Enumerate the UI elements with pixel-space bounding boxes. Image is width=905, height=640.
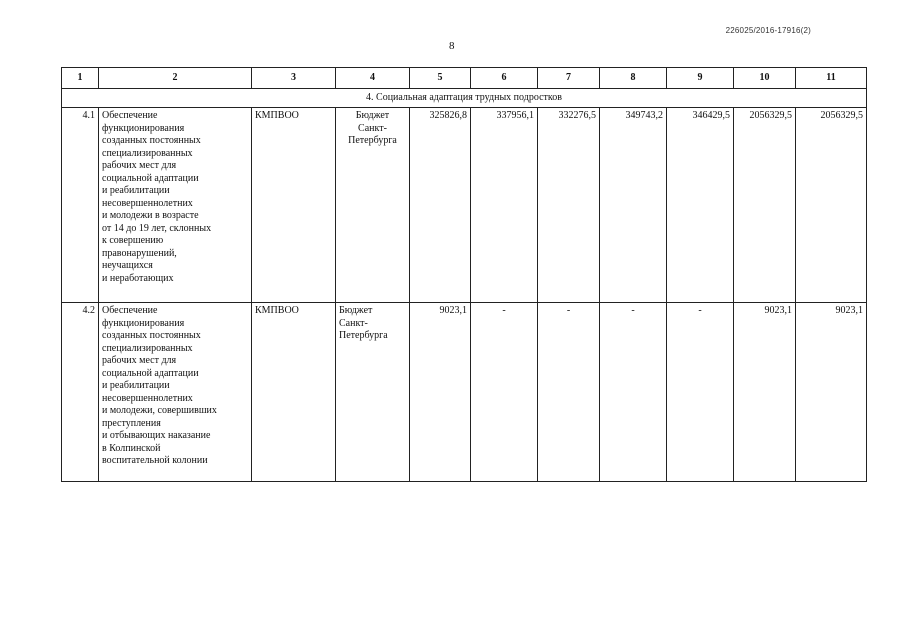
description-line: рабочих мест для	[102, 160, 177, 171]
description-line: и молодежи, совершивших	[102, 405, 217, 416]
value-cell: 9023,1	[410, 303, 471, 482]
column-header: 9	[667, 68, 734, 89]
description-line: Обеспечение	[102, 305, 158, 316]
column-header: 5	[410, 68, 471, 89]
executor-cell: КМПВОО	[252, 108, 336, 303]
column-header: 8	[600, 68, 667, 89]
description-line: к совершению	[102, 235, 164, 246]
section-title: 4. Социальная адаптация трудных подростков	[62, 89, 867, 108]
description-line: и неработающих	[102, 272, 174, 284]
description-line: Обеспечение	[102, 110, 158, 121]
description-line: правонарушений,	[102, 247, 177, 259]
description-line: неучащихся	[102, 260, 153, 271]
description-line: рабочих мест для	[102, 355, 177, 366]
value-cell: 332276,5	[538, 108, 600, 303]
description-line: несовершеннолетних	[102, 197, 193, 209]
row-description	[99, 303, 252, 482]
funding-source-line: Бюджет	[355, 110, 390, 121]
value-cell: 325826,8	[410, 108, 471, 303]
value-cell: 2056329,5	[734, 108, 796, 303]
row-number: 4.1	[62, 108, 99, 303]
column-header: 1	[62, 68, 99, 89]
funding-source-cell	[336, 108, 410, 303]
document-number: 226025/2016-17916(2)	[725, 26, 811, 35]
funding-source-line: Петербурга	[348, 135, 397, 146]
budget-table	[61, 67, 867, 482]
funding-source-line: Бюджет	[339, 305, 373, 316]
funding-source-line: Петербурга	[339, 330, 388, 341]
table-row	[62, 108, 867, 303]
description-line: воспитательной колонии	[102, 455, 208, 466]
description-line: созданных постоянных	[102, 330, 201, 341]
column-header: 10	[734, 68, 796, 89]
column-header: 2	[99, 68, 252, 89]
description-line: и молодежи в возрасте	[102, 210, 199, 221]
description-line: социальной адаптации	[102, 172, 199, 184]
description-line: социальной адаптации	[102, 367, 199, 379]
value-cell: 337956,1	[471, 108, 538, 303]
value-cell: -	[600, 303, 667, 482]
description-line: функционирования	[102, 317, 185, 329]
table-row	[62, 303, 867, 482]
description-line: специализированных	[102, 147, 193, 159]
column-header: 3	[252, 68, 336, 89]
column-header: 11	[796, 68, 867, 89]
value-cell: 9023,1	[734, 303, 796, 482]
value-cell: 9023,1	[796, 303, 867, 482]
description-line: и реабилитации	[102, 185, 170, 196]
description-line: от 14 до 19 лет, склонных	[102, 222, 212, 234]
description-line: и отбывающих наказание	[102, 430, 211, 441]
description-line: созданных постоянных	[102, 135, 201, 146]
value-cell: 2056329,5	[796, 108, 867, 303]
row-description	[99, 108, 252, 303]
column-header: 7	[538, 68, 600, 89]
page-number: 8	[449, 40, 455, 52]
description-line: преступления	[102, 417, 161, 429]
value-cell: -	[471, 303, 538, 482]
description-line: и реабилитации	[102, 380, 170, 391]
description-line: в Колпинской	[102, 442, 161, 454]
column-header: 6	[471, 68, 538, 89]
funding-source-line: Санкт-	[339, 317, 368, 329]
executor-cell: КМПВОО	[252, 303, 336, 482]
value-cell: 349743,2	[600, 108, 667, 303]
funding-source-cell	[336, 303, 410, 482]
description-line: функционирования	[102, 122, 185, 134]
table-header-row	[62, 68, 867, 89]
section-row	[62, 89, 867, 108]
description-line: специализированных	[102, 342, 193, 354]
value-cell: -	[667, 303, 734, 482]
value-cell: 346429,5	[667, 108, 734, 303]
value-cell: -	[538, 303, 600, 482]
row-number: 4.2	[62, 303, 99, 482]
description-line: несовершеннолетних	[102, 392, 193, 404]
funding-source-line: Санкт-	[358, 122, 387, 134]
column-header: 4	[336, 68, 410, 89]
